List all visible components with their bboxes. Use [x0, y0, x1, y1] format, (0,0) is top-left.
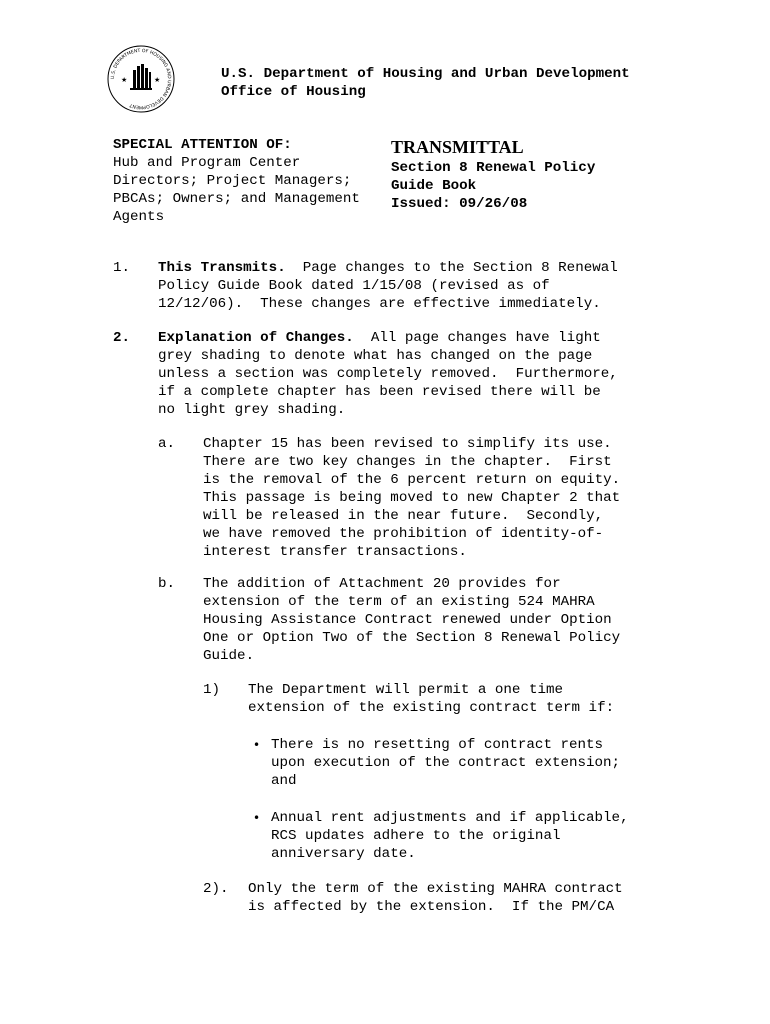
- department-name: U.S. Department of Housing and Urban Development: [221, 66, 630, 82]
- sub-a-line: interest transfer transactions.: [203, 544, 467, 560]
- item-lead: This Transmits.: [158, 260, 286, 276]
- bullet-line: Annual rent adjustments and if applicable,: [271, 810, 629, 826]
- item-2-line: unless a section was completely removed. Furthermore,: [158, 366, 618, 382]
- attention-heading: SPECIAL ATTENTION OF:: [113, 137, 292, 153]
- bullet-line: and: [271, 773, 297, 789]
- item-2-line: grey shading to denote what has changed on the page: [158, 348, 593, 364]
- svg-text:★: ★: [121, 76, 128, 84]
- hud-seal-logo: [106, 44, 176, 114]
- sub-a-line: will be released in the near future. Secondly,: [203, 508, 604, 524]
- sub-a-line: is the removal of the 6 percent return on equity.: [203, 472, 621, 488]
- item-1-line: 12/12/06). These changes are effective immediately.: [158, 296, 601, 312]
- sub-item-label: b.: [158, 576, 176, 592]
- sub-a-line: There are two key changes in the chapter. First: [203, 454, 612, 470]
- attention-line: Hub and Program Center: [113, 155, 301, 171]
- sub-b1-line: extension of the existing contract term if:: [248, 700, 615, 716]
- transmittal-line: Guide Book: [391, 178, 477, 194]
- attention-line: Agents: [113, 209, 165, 225]
- sub-b-line: extension of the term of an existing 524 MAHRA: [203, 594, 595, 610]
- bullet-icon: •: [253, 738, 261, 752]
- sub-b-line: The addition of Attachment 20 provides for: [203, 576, 561, 592]
- item-number: 1.: [113, 260, 131, 276]
- sub-item-label: 2).: [203, 881, 229, 897]
- item-2-line: no light grey shading.: [158, 402, 346, 418]
- sub-b2-line: is affected by the extension. If the PM/CA: [248, 899, 615, 915]
- sub-b-line: One or Option Two of the Section 8 Renewal Policy: [203, 630, 621, 646]
- item-lead: Explanation of Changes.: [158, 330, 354, 346]
- item-number: 2.: [113, 330, 131, 346]
- sub-b-line: Housing Assistance Contract renewed under Option: [203, 612, 612, 628]
- attention-line: Directors; Project Managers;: [113, 173, 352, 189]
- sub-b2-line: Only the term of the existing MAHRA contract: [248, 881, 623, 897]
- office-name: Office of Housing: [221, 84, 366, 100]
- svg-text:U.S. DEPARTMENT OF HOUSING AND: U.S. DEPARTMENT OF HOUSING AND URBAN DEVELOPMENT: [110, 48, 172, 110]
- transmittal-issued: Issued: 09/26/08: [391, 196, 528, 212]
- sub-a-line: This passage is being moved to new Chapter 2 that: [203, 490, 621, 506]
- item-text: Page changes to the Section 8 Renewal: [285, 260, 618, 276]
- sub-b1-line: The Department will permit a one time: [248, 682, 564, 698]
- sub-a-line: Chapter 15 has been revised to simplify its use.: [203, 436, 612, 452]
- sub-item-label: a.: [158, 436, 176, 452]
- svg-text:★: ★: [154, 76, 161, 84]
- bullet-line: anniversary date.: [271, 846, 416, 862]
- item-2-line: [158, 330, 601, 348]
- item-1-line: [158, 260, 618, 278]
- transmittal-title: TRANSMITTAL: [391, 137, 524, 157]
- bullet-line: There is no resetting of contract rents: [271, 737, 604, 753]
- sub-item-label: 1): [203, 682, 221, 698]
- bullet-icon: •: [253, 811, 261, 825]
- item-1-line: Policy Guide Book dated 1/15/08 (revised as of: [158, 278, 550, 294]
- item-text: All page changes have light: [353, 330, 601, 346]
- sub-b-line: Guide.: [203, 648, 255, 664]
- bullet-line: RCS updates adhere to the original: [271, 828, 561, 844]
- attention-line: PBCAs; Owners; and Management: [113, 191, 360, 207]
- sub-a-line: we have removed the prohibition of identity-of-: [203, 526, 604, 542]
- transmittal-line: Section 8 Renewal Policy: [391, 160, 596, 176]
- bullet-line: upon execution of the contract extension;: [271, 755, 621, 771]
- item-2-line: if a complete chapter has been revised there will be: [158, 384, 601, 400]
